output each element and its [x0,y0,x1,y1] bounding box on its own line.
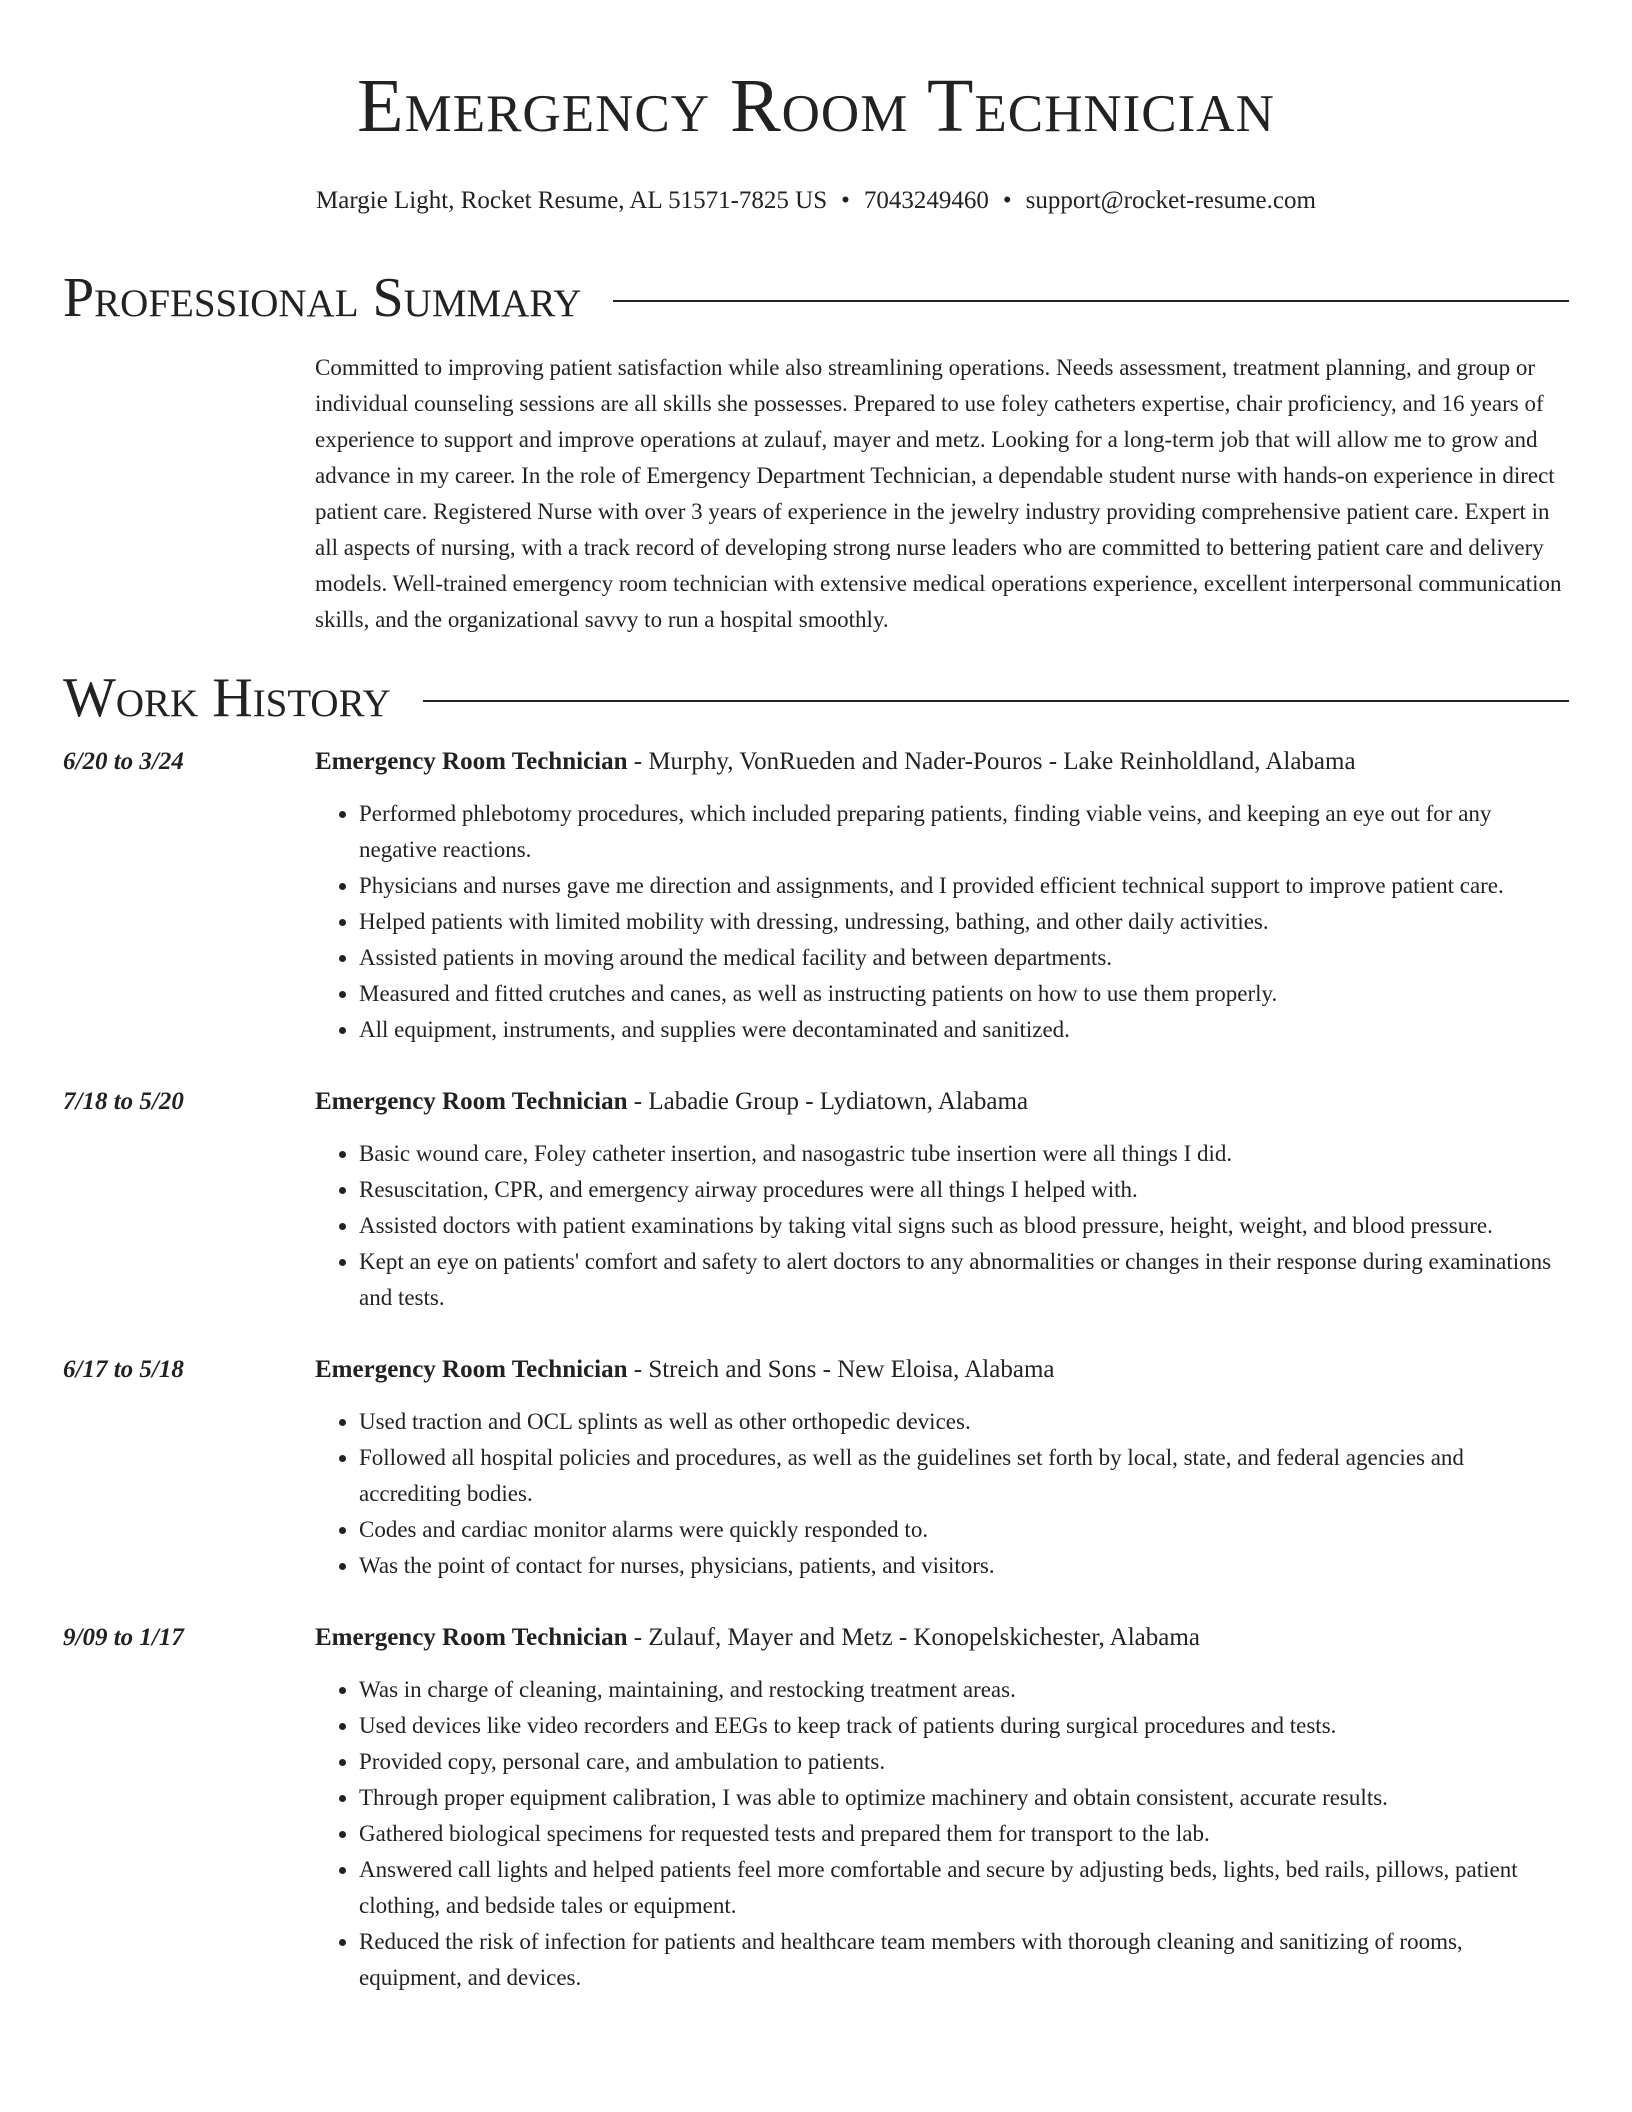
job-bullet: • Used devices like video recorders and EEGs to keep track of patients during surgical procedures and tests. [359,1708,1569,1744]
job-bullet: • Followed all hospital policies and procedures, as well as the guidelines set forth by local, state, and federal agencies and accrediting bodies. [359,1440,1569,1512]
job-bullet: • Was the point of contact for nurses, physicians, patients, and visitors. [359,1548,1569,1584]
section-divider [423,700,1569,702]
contact-line [63,186,1569,216]
job-body [315,1620,1569,1996]
summary-heading-row [63,266,1569,330]
job-body [315,744,1569,1048]
job-dates: 7/18 to 5/20 [63,1088,184,1115]
job-employer-location: - Zulauf, Mayer and Metz - Konopelskichester, Alabama [627,1624,1200,1651]
job-heading [315,744,1569,780]
job-bullet: • Physicians and nurses gave me direction and assignments, and I provided efficient technical support to improve patient care. [359,868,1569,904]
job-bullet: • Reduced the risk of infection for patients and healthcare team members with thorough cleaning and sanitizing of rooms, equipment, and devices. [359,1924,1569,1996]
job-employer-location: - Streich and Sons - New Eloisa, Alabama [627,1356,1055,1383]
job-title: Emergency Room Technician [315,1356,628,1383]
job-bullet-list [315,1672,1569,1996]
job-body [315,1352,1569,1584]
job-bullet: • Basic wound care, Foley catheter insertion, and nasogastric tube insertion were all things I did. [359,1136,1569,1172]
summary-section [63,266,1569,638]
resume-header [63,0,1569,216]
job-bullet: • Codes and cardiac monitor alarms were quickly responded to. [359,1512,1569,1548]
contact-address: Margie Light, Rocket Resume, AL 51571-7825 US [316,187,828,214]
contact-email: support@rocket-resume.com [1025,187,1316,214]
job-list [63,744,1569,1996]
job-bullet-list [315,1136,1569,1316]
job-bullet: • Answered call lights and helped patients feel more comfortable and secure by adjusting beds, lights, bed rails, pillows, patient clothing, and bedside tales or equipment. [359,1852,1569,1924]
job-dates: 9/09 to 1/17 [63,1624,184,1651]
job-heading [315,1352,1569,1388]
job-bullet: • All equipment, instruments, and supplies were decontaminated and sanitized. [359,1012,1569,1048]
job-bullet: • Assisted patients in moving around the medical facility and between departments. [359,940,1569,976]
work-heading-row [63,666,1569,730]
job-heading [315,1084,1569,1120]
contact-separator: • [841,187,850,214]
job-employer-location: - Murphy, VonRueden and Nader-Pouros - Lake Reinholdland, Alabama [627,748,1356,775]
job-bullet: • Helped patients with limited mobility with dressing, undressing, bathing, and other daily activities. [359,904,1569,940]
job-bullet: • Measured and fitted crutches and canes, as well as instructing patients on how to use them properly. [359,976,1569,1012]
job-dates: 6/17 to 5/18 [63,1356,184,1383]
resume-name: Emergency Room Technician [357,64,1275,148]
job-bullet-list [315,1404,1569,1584]
contact-separator: • [1002,187,1012,214]
job-entry [63,1620,1569,1996]
job-bullet: • Kept an eye on patients' comfort and safety to alert doctors to any abnormalities or changes in their response during examinations and tests. [359,1244,1569,1316]
job-heading [315,1620,1569,1656]
section-divider [613,300,1569,302]
job-body [315,1084,1569,1316]
job-bullet: • Was in charge of cleaning, maintaining, and restocking treatment areas. [359,1672,1569,1708]
job-dates: 6/20 to 3/24 [63,748,184,775]
job-bullet-list [315,796,1569,1048]
job-bullet: • Assisted doctors with patient examinations by taking vital signs such as blood pressure, height, weight, and blood pressure. [359,1208,1569,1244]
job-employer-location: - Labadie Group - Lydiatown, Alabama [627,1088,1029,1115]
job-bullet: • Gathered biological specimens for requested tests and prepared them for transport to the lab. [359,1816,1569,1852]
job-bullet: • Through proper equipment calibration, I was able to optimize machinery and obtain consistent, accurate results. [359,1780,1569,1816]
job-bullet: • Performed phlebotomy procedures, which included preparing patients, finding viable veins, and keeping an eye out for any negative reactions. [359,796,1569,868]
job-title: Emergency Room Technician [315,748,628,775]
job-bullet: • Used traction and OCL splints as well as other orthopedic devices. [359,1404,1569,1440]
job-title: Emergency Room Technician [315,1624,628,1651]
job-entry [63,744,1569,1048]
job-entry [63,1352,1569,1584]
job-bullet: • Resuscitation, CPR, and emergency airway procedures were all things I helped with. [359,1172,1569,1208]
contact-phone: 7043249460 [863,187,989,214]
job-title: Emergency Room Technician [315,1088,628,1115]
job-entry [63,1084,1569,1316]
summary-heading: Professional Summary [63,267,582,329]
summary-text: Committed to improving patient satisfaction while also streamlining operations. Needs assessment, treatment planning, and group or individual counseling sessions are all skills she possesses. Prepared to use foley catheters expertise, chair proficiency, and 16 years of experience to support and improve operations at zulauf, mayer and metz. Looking for a long-term job that will allow me to grow and advance in my career. In the role of Emergency Department Technician, a dependable student nurse with hands-on experience in direct patient care. Registered Nurse with over 3 years of experience in the jewelry industry providing comprehensive patient care. Expert in all aspects of nursing, with a track record of developing strong nurse leaders who are committed to bettering patient care and delivery models. Well-trained emergency room technician with extensive medical operations experience, excellent interpersonal communication skills, and the organizational savvy to run a hospital smoothly. [315,355,1562,632]
work-history-section [63,666,1569,1996]
work-heading: Work History [63,667,391,729]
job-bullet: • Provided copy, personal care, and ambulation to patients. [359,1744,1569,1780]
